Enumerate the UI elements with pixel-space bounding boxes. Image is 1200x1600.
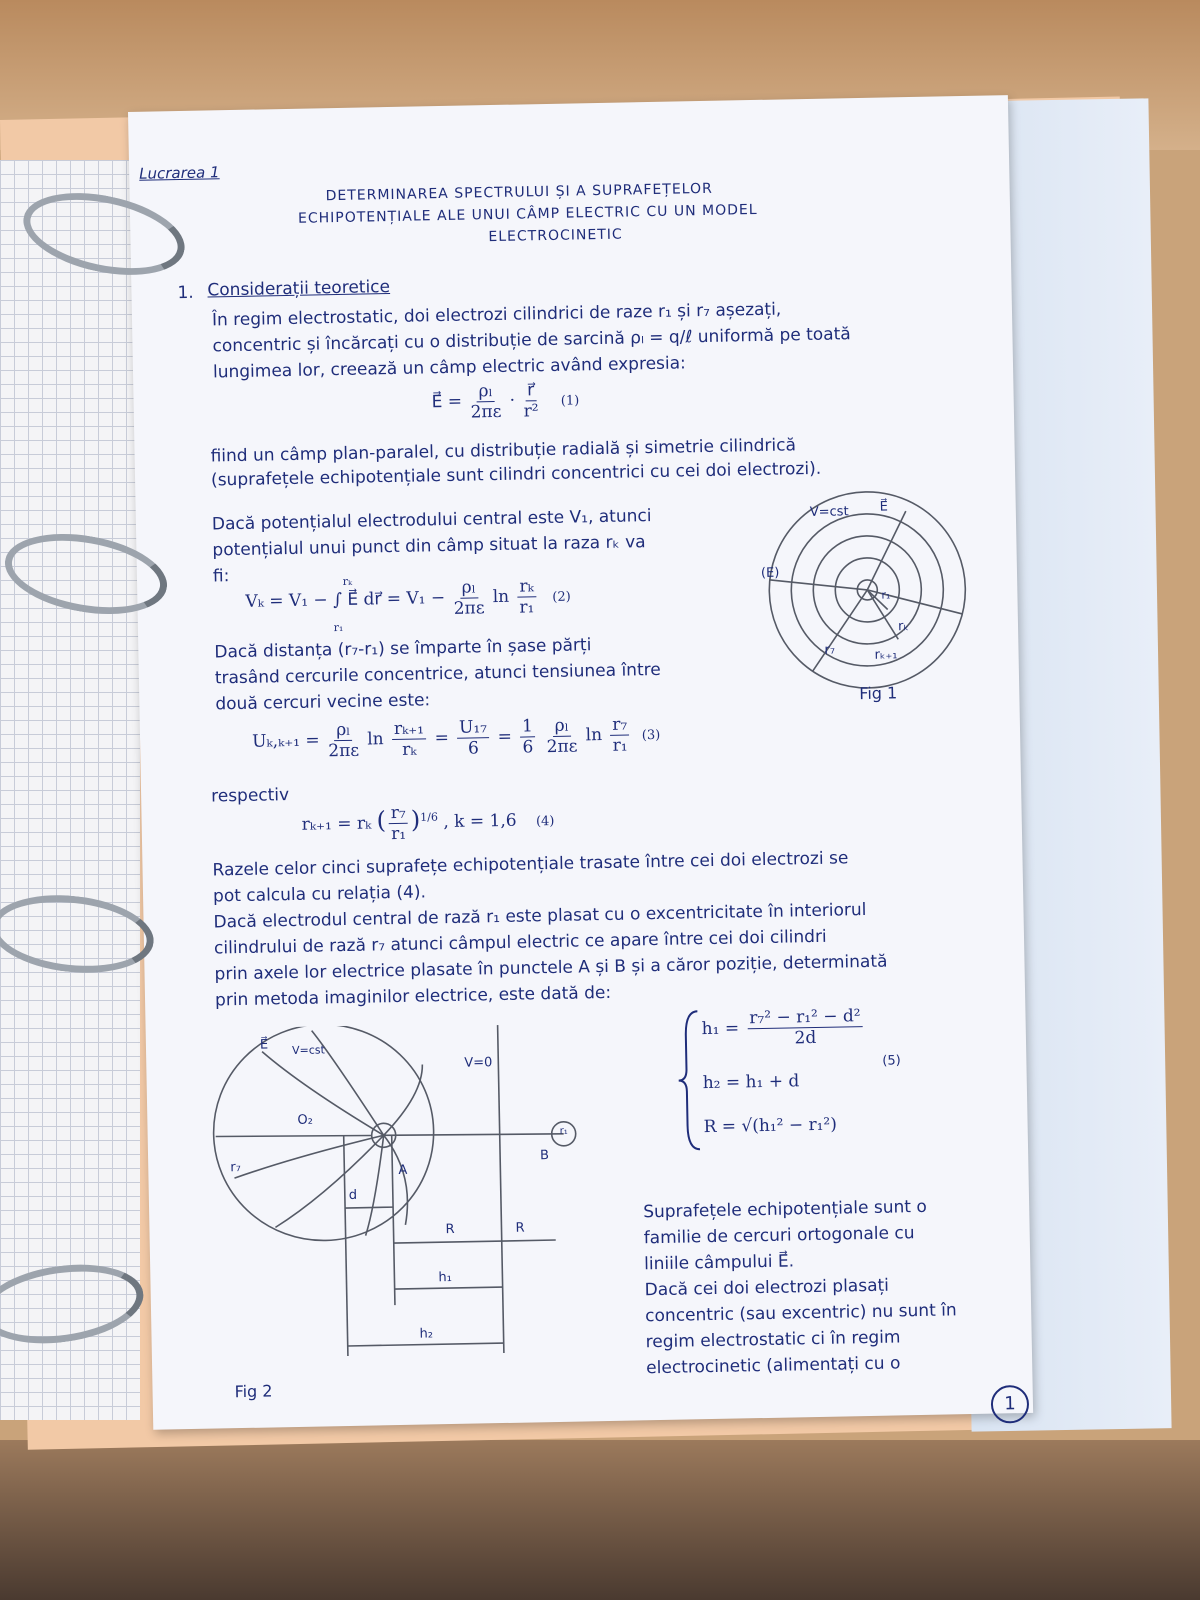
fig2-e-vector: E⃗	[259, 1037, 269, 1053]
eq5-h1-den: 2d	[794, 1027, 817, 1049]
para-4-line-1: Dacă distanța (r₇-r₁) se împarte în șase părți	[214, 635, 592, 663]
eq3-den5: 2πε	[546, 736, 578, 758]
equation-3	[252, 714, 661, 763]
fig1-r7: r₇	[824, 642, 836, 658]
fig2-h2: h₂	[419, 1326, 434, 1342]
eq3-num5: ρₗ	[552, 716, 571, 737]
fig1-e-label: (E)	[760, 565, 780, 581]
eq4-k-range: , k = 1,6	[443, 810, 517, 833]
para-3-line-2: potențialul unui punct din câmp situat la raza rₖ va	[212, 532, 646, 561]
para-2-line-1: fiind un câmp plan-paralel, cu distribuție radială și simetrie cilindrică	[210, 435, 797, 467]
equation-5-system	[675, 1001, 908, 1155]
fig1-caption: Fig 1	[859, 683, 898, 704]
desk-foreground	[0, 1440, 1200, 1600]
para-4-line-3: două cercuri vecine este:	[215, 690, 431, 715]
fig1-rk: rₖ	[897, 619, 910, 635]
eq2-frac-2	[517, 576, 536, 617]
eq4-num: r₇	[389, 803, 408, 824]
eq5-h1	[701, 1006, 866, 1050]
para-1-line-1: În regim electrostatic, doi electrozi cilindrici de raze r₁ și r₇ așezați,	[211, 299, 782, 331]
eq2-ln: ln	[492, 586, 510, 608]
para-3-line-3: fi:	[212, 566, 230, 587]
para-5-line-1: Razele celor cinci suprafețe echipotențiale trasate între cei doi electrozi se	[212, 848, 849, 881]
figure-1	[755, 488, 990, 732]
eq1-den2: r²	[523, 401, 539, 422]
fig2-caption: Fig 2	[234, 1381, 273, 1402]
para-7-line-6: regim electrostatic ci în regim	[645, 1327, 901, 1353]
eq3-den2: rₖ	[401, 739, 417, 760]
eq5-h2: h₂ = h₁ + d	[702, 1071, 800, 1094]
eq5-h1-num: r₇² − r₁² − d²	[747, 1006, 863, 1029]
fig2-r1: r₁	[559, 1125, 568, 1137]
para-2-line-2: (suprafețele echipotențiale sunt cilindri concentrici cu cei doi electrozi).	[210, 458, 822, 491]
eq3-frac-2	[392, 718, 427, 760]
eq3-num: ρₗ	[334, 720, 353, 741]
fig2-h1: h₁	[438, 1269, 453, 1286]
eq1-lhs: E⃗ =	[431, 391, 463, 413]
eq3-frac-5	[546, 715, 578, 757]
grid-paper-sheet	[0, 160, 140, 1420]
para-7-line-2: familie de cercuri ortogonale cu	[643, 1223, 915, 1249]
eq3-den3: 6	[467, 738, 480, 759]
eq5-h1-lhs: h₁ =	[701, 1018, 740, 1040]
para-7-line-3: liniile câmpului E⃗.	[644, 1251, 795, 1275]
eq1-den: 2πε	[470, 401, 502, 423]
eq1-tag: (1)	[560, 393, 580, 409]
eq3-tag: (3)	[641, 727, 661, 744]
figure-2-drawing	[202, 1021, 629, 1419]
fig1-v-const: V=cst	[809, 504, 849, 520]
fig2-R-left: R	[445, 1221, 455, 1238]
title-line-3: ELECTROCINETIC	[488, 226, 623, 246]
respectiv-label: respectiv	[210, 785, 290, 807]
fig2-r7: r₇	[230, 1160, 241, 1176]
eq2-lhs: Vₖ = V₁ −	[245, 590, 328, 612]
para-4-line-2: trasând cercurile concentrice, atunci tensiunea între	[214, 659, 661, 689]
eq3-den: 2πε	[328, 740, 360, 762]
eq3-num6: r₇	[610, 714, 629, 735]
eq2-den2: r₁	[519, 597, 535, 618]
para-6-line-2: cilindrului de rază r₇ atunci câmpul electric ce apare între cei doi cilindri	[213, 926, 827, 959]
fig2-point-b: B	[539, 1148, 550, 1164]
fig2-o2: O₂	[297, 1112, 313, 1128]
eq1-dot: ·	[509, 390, 516, 411]
eq3-ln-2: ln	[585, 725, 603, 746]
eq5-tag: (5)	[882, 1053, 901, 1069]
page-number: 1	[991, 1385, 1030, 1424]
eq2-tag: (2)	[552, 589, 571, 605]
eq2-den: 2πε	[453, 598, 485, 619]
section-number: 1.	[177, 282, 194, 304]
eq1-num2: r⃗	[525, 380, 536, 401]
eq3-equals-2: =	[497, 726, 513, 748]
eq2-lower-limit: r₁	[333, 620, 344, 635]
para-6-line-4: prin metoda imaginilor electrice, este dată de:	[214, 982, 612, 1011]
para-7-line-1: Suprafețele echipotențiale sunt o	[643, 1196, 927, 1223]
fig2-v-zero: V=0	[464, 1055, 493, 1071]
eq3-frac-6	[610, 714, 630, 755]
eq3-equals: =	[434, 727, 450, 749]
eq3-num2: rₖ₊₁	[392, 718, 427, 740]
eq3-frac-4	[520, 716, 536, 757]
section-heading: Considerații teoretice	[207, 277, 391, 301]
eq5-R: R = √(h₁² − r₁²)	[703, 1114, 838, 1138]
notebook-page	[128, 95, 1033, 1430]
eq2-num2: rₖ	[517, 576, 536, 597]
eq4-tag: (4)	[535, 813, 555, 830]
para-7-line-5: concentric (sau excentric) nu sunt în	[645, 1300, 957, 1327]
para-1-line-2: concentric și încărcați cu o distribuție de sarcină ρₗ = q/ℓ uniformă pe toată	[212, 324, 851, 357]
eq1-num: ρₗ	[476, 381, 495, 402]
fig1-rk1: rₖ₊₁	[874, 647, 898, 663]
equation-2	[245, 574, 571, 635]
title-line-2: ECHIPOTENȚIALE ALE UNUI CÂMP ELECTRIC CU UN MODEL	[297, 201, 758, 227]
fig1-e-vector: E⃗	[879, 499, 889, 515]
eq2-num: ρₗ	[460, 577, 479, 598]
para-6-line-3: prin axele lor electrice plasate în punctele A și B și a căror poziție, determinată	[214, 951, 888, 985]
eq3-frac-3	[457, 717, 490, 759]
para-7-line-4: Dacă cei doi electrozi plasați	[644, 1275, 890, 1301]
eq2-frac-1	[453, 577, 485, 619]
fig2-d: d	[348, 1187, 358, 1203]
para-5-line-2: pot calcula cu relația (4).	[212, 882, 427, 907]
eq4-frac	[389, 803, 409, 844]
eq2-upper-limit: rₖ	[342, 574, 353, 588]
eq3-ln: ln	[367, 729, 384, 750]
fig2-v-const: V=cst	[291, 1043, 326, 1058]
equation-1	[431, 379, 579, 423]
eq1-frac-2	[523, 380, 539, 421]
para-6-line-1: Dacă electrodul central de rază r₁ este plasat cu o excentricitate în interiorul	[213, 899, 867, 933]
eq4-exponent: 1/6	[420, 810, 439, 824]
para-3-line-1: Dacă potențialul electrodului central este V₁, atunci	[211, 506, 652, 535]
eq3-den4: 6	[522, 737, 534, 758]
eq3-lhs: Uₖ,ₖ₊₁ =	[251, 730, 320, 752]
lab-label: Lucrarea 1	[139, 163, 220, 183]
eq4-den: r₁	[390, 823, 407, 845]
para-1-line-3: lungimea lor, creează un câmp electric având expresia:	[212, 353, 686, 383]
eq3-num3: U₁₇	[457, 717, 489, 739]
eq5-h1-frac	[747, 1006, 863, 1049]
fig2-point-a: A	[398, 1162, 408, 1179]
eq1-frac-1	[470, 381, 502, 423]
fig2-R-right: R	[515, 1220, 525, 1236]
para-7-line-7: electrocinetic (alimentați cu o	[646, 1353, 901, 1379]
eq3-frac-1	[328, 720, 360, 762]
eq2-integral: ∫ E⃗ dr⃗ = V₁ −	[332, 588, 446, 611]
eq3-num4: 1	[520, 716, 535, 737]
eq4-lhs: rₖ₊₁ = rₖ	[301, 813, 372, 835]
eq3-den6: r₁	[612, 735, 628, 756]
figure-2	[202, 1021, 629, 1419]
fig1-r1: r₁	[881, 588, 891, 602]
title-line-1: DETERMINAREA SPECTRULUI ȘI A SUPRAFEȚELOR	[325, 180, 713, 205]
equation-4: rₖ₊₁ = rₖ ( $\frac{\text{r₇}}{\text{r₁}}$ )$^{1/6}$ , k = 1,6 (4)	[301, 802, 555, 845]
